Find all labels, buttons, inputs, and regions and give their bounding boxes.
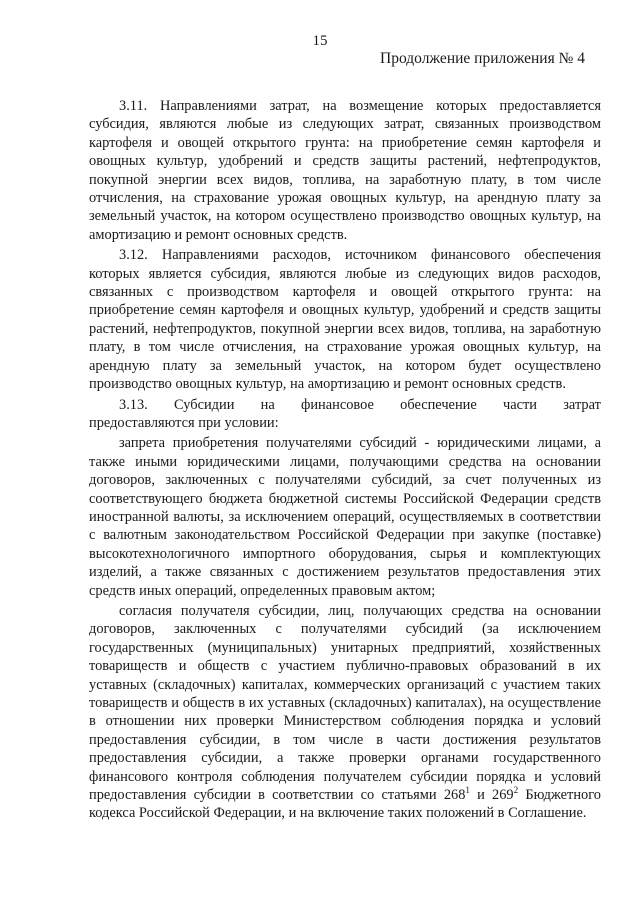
clause-3-13-heading — [89, 396, 601, 414]
condition-b-text: согласия получателя субсидии, лиц, получающих средства на основании договоров, заключенных с получателями субсидий (за исключением государственных (муниципальных) унитарных предприятий, хозяйственных товариществ и обществ с участием публично-правовых образований в их уставных (складочных) капиталах, коммерческих организаций с участием таких товариществ и обществ в их уставных (складочных) капиталах), на осуществление в отношении них проверки Министерством соблюдения порядка и условий предоставления субсидии, в том числе в части достижения результатов предоставления субсидии, а также проверки органами государственного финансового контроля соблюдения получателем субсидии порядка и условий предоставления субсидии в соответствии со статьями — [89, 602, 601, 804]
clause-3-13-word: 3.13. — [119, 396, 148, 413]
article-superscript: 1 — [465, 785, 470, 796]
clause-3-12: 3.12. Направлениями расходов, источником финансового обеспечения которых является субсидия, являются любые из следующих видов расходов, связанных с производством картофеля и овощей открытого грунта: на приобретение семян картофеля и овощных культур, удобрений и средств защиты растений, нефтепродуктов, покупной энергии всех видов, топлива, на заработную плату, в том числе отчисления, на страхование урожая овощных культур, на арендную плату за земельный участок, на котором будет осуществлено производство овощных культур, на амортизацию и ремонт основных средств. — [89, 247, 601, 393]
clause-3-13-word: затрат — [563, 396, 601, 413]
clause-3-13-condition-b — [89, 602, 601, 823]
clause-3-13-heading-continuation: предоставляются при условии: — [89, 414, 279, 431]
clause-3-13-word: финансовое — [301, 396, 374, 413]
clause-3-13-word: на — [260, 396, 275, 413]
conjunction-text: и — [469, 787, 493, 804]
appendix-continuation-label: Продолжение приложения № 4 — [380, 50, 585, 67]
clause-3-13-word: Субсидии — [174, 396, 235, 413]
condition-b-text-end: Бюджетного кодекса Российской Федерации, и на включение таких положений в Соглашение. — [89, 787, 601, 822]
article-reference: 269 — [492, 787, 514, 804]
document-body — [89, 97, 601, 825]
page-number: 15 — [312, 33, 328, 49]
article-superscript: 2 — [513, 785, 519, 796]
clause-3-13-word: части — [502, 396, 537, 413]
clause-3-13-word: обеспечение — [400, 396, 477, 413]
article-reference: 268 — [443, 787, 466, 804]
clause-3-13-condition-a: запрета приобретения получателями субсидий - юридическими лицами, а также иными юридическими лицами, получающими средства на основании договоров, заключенных с получателями субсидий, за счет полученных из соответствующего бюджета бюджетной системы Российской Федерации средств иностранной валюты, за исключением операций, осуществляемых в соответствии с валютным законодательством Российской Федерации при закупке (поставке) высокотехнологичного импортного оборудования, сырья и комплектующих изделий, а также связанных с достижением результатов предоставления этих средств иных операций, определенных правовым актом; — [89, 435, 601, 599]
clause-3-11: 3.11. Направлениями затрат, на возмещение которых предоставляется субсидия, являются любые из следующих затрат, связанных производством картофеля и овощей открытого грунта: на приобретение семян картофеля и овощных культур, удобрений и средств защиты растений, нефтепродуктов, покупной энергии всех видов, топлива, на заработную плату, в том числе отчисления, на страхование урожая овощных культур, на арендную плату за земельный участок, на котором осуществлено производство овощных культур, на амортизацию и ремонт основных средств. — [89, 98, 601, 243]
